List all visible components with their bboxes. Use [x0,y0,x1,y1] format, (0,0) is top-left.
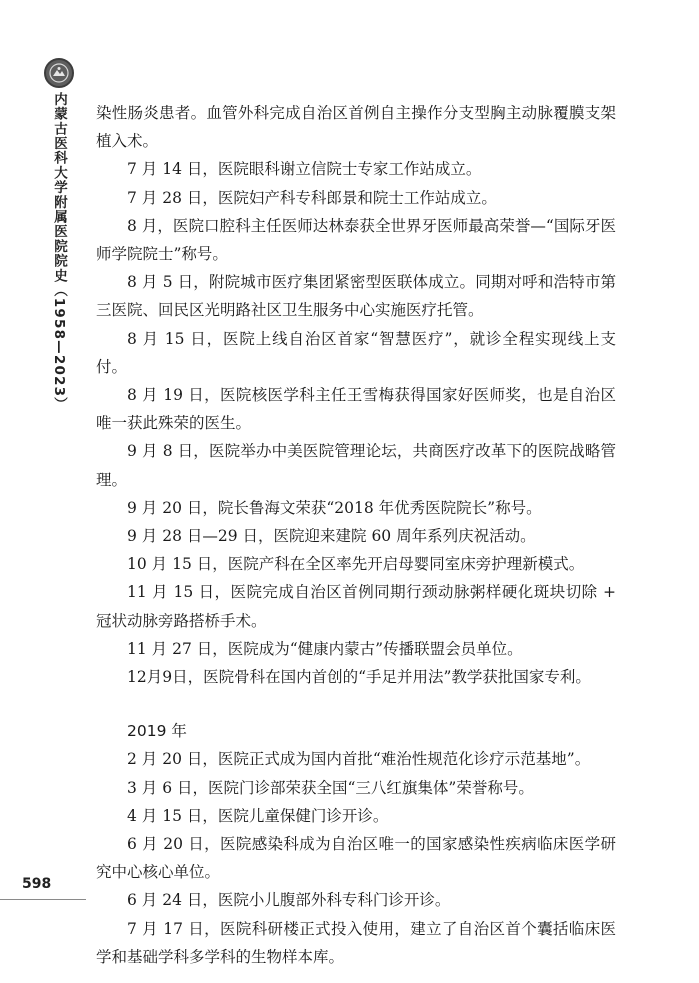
chronicle-entry: 7 月 28 日，医院妇产科专科郎景和院士工作站成立。 [127,188,497,207]
chronicle-entry: 3 月 6 日，医院门诊部荣获全国“三八红旗集体”荣誉称号。 [127,778,534,797]
chronicle-entry: 12月9日，医院骨科在国内首创的“手足并用法”教学获批国家专利。 [127,668,591,687]
chronicle-entry: 11 月 27 日，医院成为“健康内蒙古”传播联盟会员单位。 [127,639,523,658]
page-number-rule [0,899,86,900]
chronicle-entry: 9 月 8 日，医院举办中美医院管理论坛，共商医疗改革下的医院战略管理。 [96,442,616,489]
chronicle-entry: 9 月 20 日，院长鲁海文荣获“2018 年优秀医院院长”称号。 [127,498,542,517]
chronicle-entry: 7 月 17 日，医院科研楼正式投入使用，建立了自治区首个囊括临床医学和基础学科多学科的生物样本库。 [96,919,616,966]
book-title: 内蒙古医科大学附属医院院史（1958—2023） [51,92,67,412]
chronicle-entry: 8 月 5 日，附院城市医疗集团紧密型医联体成立。同期对呼和浩特市第三医院、回民区光明路社区卫生服务中心实施医疗托管。 [96,273,616,320]
chronicle-entry: 9 月 28 日—29 日，医院迎来建院 60 周年系列庆祝活动。 [127,527,536,546]
chronicle-body [96,99,616,971]
chronicle-entry: 7 月 14 日，医院眼科谢立信院士专家工作站成立。 [127,160,482,179]
chronicle-entry: 染性肠炎患者。血管外科完成自治区首例自主操作分支型胸主动脉覆膜支架植入术。 [96,104,616,151]
hospital-emblem-icon [44,58,74,88]
chronicle-entry: 6 月 20 日，医院感染科成为自治区唯一的国家感染性疾病临床医学研究中心核心单位。 [96,835,616,882]
chronicle-entry: 11 月 15 日，医院完成自治区首例同期行颈动脉粥样硬化斑块切除 + 冠状动脉旁路搭桥手术。 [96,583,616,630]
chronicle-entry: 8 月 15 日，医院上线自治区首家“智慧医疗”，就诊全程实现线上支付。 [96,329,616,376]
chronicle-entry: 6 月 24 日，医院小儿腹部外科专科门诊开诊。 [127,891,451,910]
chronicle-entry: 10 月 15 日，医院产科在全区率先开启母婴同室床旁护理新模式。 [127,555,585,574]
side-strip [0,0,86,983]
chronicle-entry: 2 月 20 日，医院正式成为国内首批“难治性规范化诊疗示范基地”。 [127,750,591,769]
chronicle-entry: 8 月 19 日，医院核医学科主任王雪梅获得国家好医师奖，也是自治区唯一获此殊荣的医生。 [96,386,616,433]
chronicle-entry: 8 月，医院口腔科主任医师达林泰获全世界牙医师最高荣誉—“国际牙医师学院院士”称号。 [96,216,616,264]
chronicle-entry: 4 月 15 日，医院儿童保健门诊开诊。 [127,806,389,825]
year-heading: 2019 年 [127,722,187,741]
page-number: 598 [22,876,52,892]
